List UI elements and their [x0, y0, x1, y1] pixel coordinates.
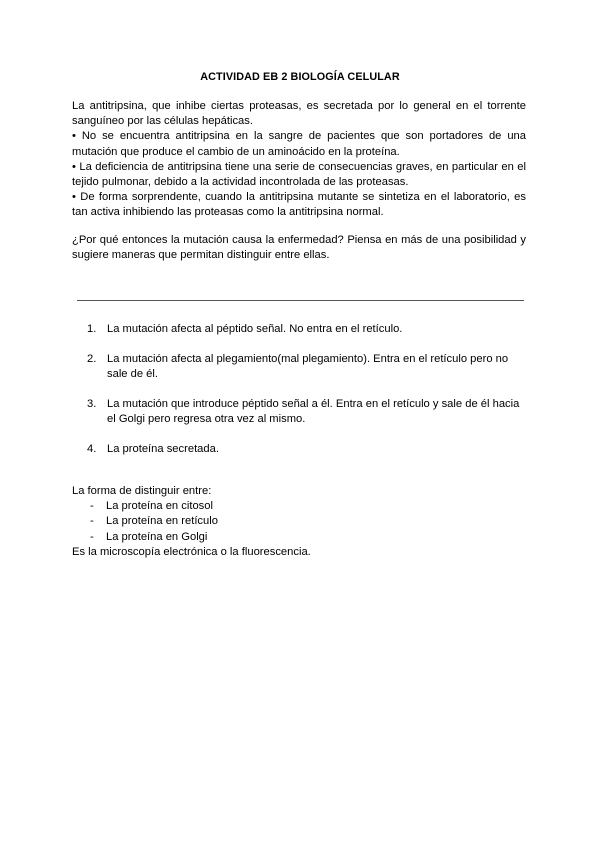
- answer-text: La mutación que introduce péptido señal a él. Entra en el retículo y sale de él hacia el Golgi pero regresa otra vez al mismo.: [107, 397, 520, 425]
- answer-text: La mutación afecta al plegamiento(mal plegamiento). Entra en el retículo pero no sale de él.: [107, 352, 509, 380]
- intro-section: [72, 99, 526, 221]
- answer-text: La proteína secretada.: [107, 442, 219, 455]
- answer-item: [87, 397, 527, 427]
- dash-marker: -: [90, 515, 94, 528]
- question-section: [72, 233, 526, 263]
- answer-item: [87, 352, 527, 382]
- distinguish-section: [72, 484, 526, 560]
- dash-marker: -: [90, 530, 94, 543]
- dash-marker: -: [90, 500, 94, 513]
- horizontal-divider: [77, 300, 524, 301]
- answer-item: [87, 322, 527, 337]
- answer-number: 2.: [87, 352, 97, 365]
- list-item: [72, 530, 526, 545]
- distinguish-list: [72, 499, 526, 545]
- intro-bullet: • De forma sorprendente, cuando la antitripsina mutante se sintetiza en el laboratorio, es tan activa inhibiendo las proteasas como la antitripsina normal.: [72, 191, 526, 219]
- document-title: ACTIVIDAD EB 2 BIOLOGÍA CELULAR: [200, 71, 400, 83]
- answer-text: La mutación afecta al péptido señal. No entra en el retículo.: [107, 323, 403, 335]
- intro-bullet: • No se encuentra antitripsina en la sangre de pacientes que son portadores de una mutación que produce el cambio de un aminoácido en la proteína.: [72, 130, 526, 158]
- list-item: [72, 514, 526, 529]
- list-item-text: La proteína en Golgi: [106, 530, 208, 543]
- conclusion-text: Es la microscopía electrónica o la fluorescencia.: [72, 545, 311, 558]
- answer-number: 4.: [87, 442, 97, 455]
- list-item-text: La proteína en retículo: [106, 515, 218, 528]
- question-text: ¿Por qué entonces la mutación causa la enfermedad? Piensa en más de una posibilidad y sugiere maneras que permitan distinguir entre ellas.: [72, 234, 526, 262]
- intro-bullet: • La deficiencia de antitripsina tiene una serie de consecuencias graves, en particular en el tejido pulmonar, debido a la actividad incontrolada de las proteasas.: [72, 160, 526, 189]
- answers-list: [87, 322, 527, 471]
- answer-number: 3.: [87, 397, 97, 410]
- list-item: [72, 499, 526, 514]
- answer-item: [87, 442, 527, 457]
- distinguish-intro: La forma de distinguir entre:: [72, 485, 212, 497]
- intro-paragraph: La antitripsina, que inhibe ciertas proteasas, es secretada por lo general en el torrente sanguíneo por las células hepáticas.: [72, 100, 526, 128]
- list-item-text: La proteína en citosol: [106, 500, 213, 513]
- answer-number: 1.: [87, 323, 97, 335]
